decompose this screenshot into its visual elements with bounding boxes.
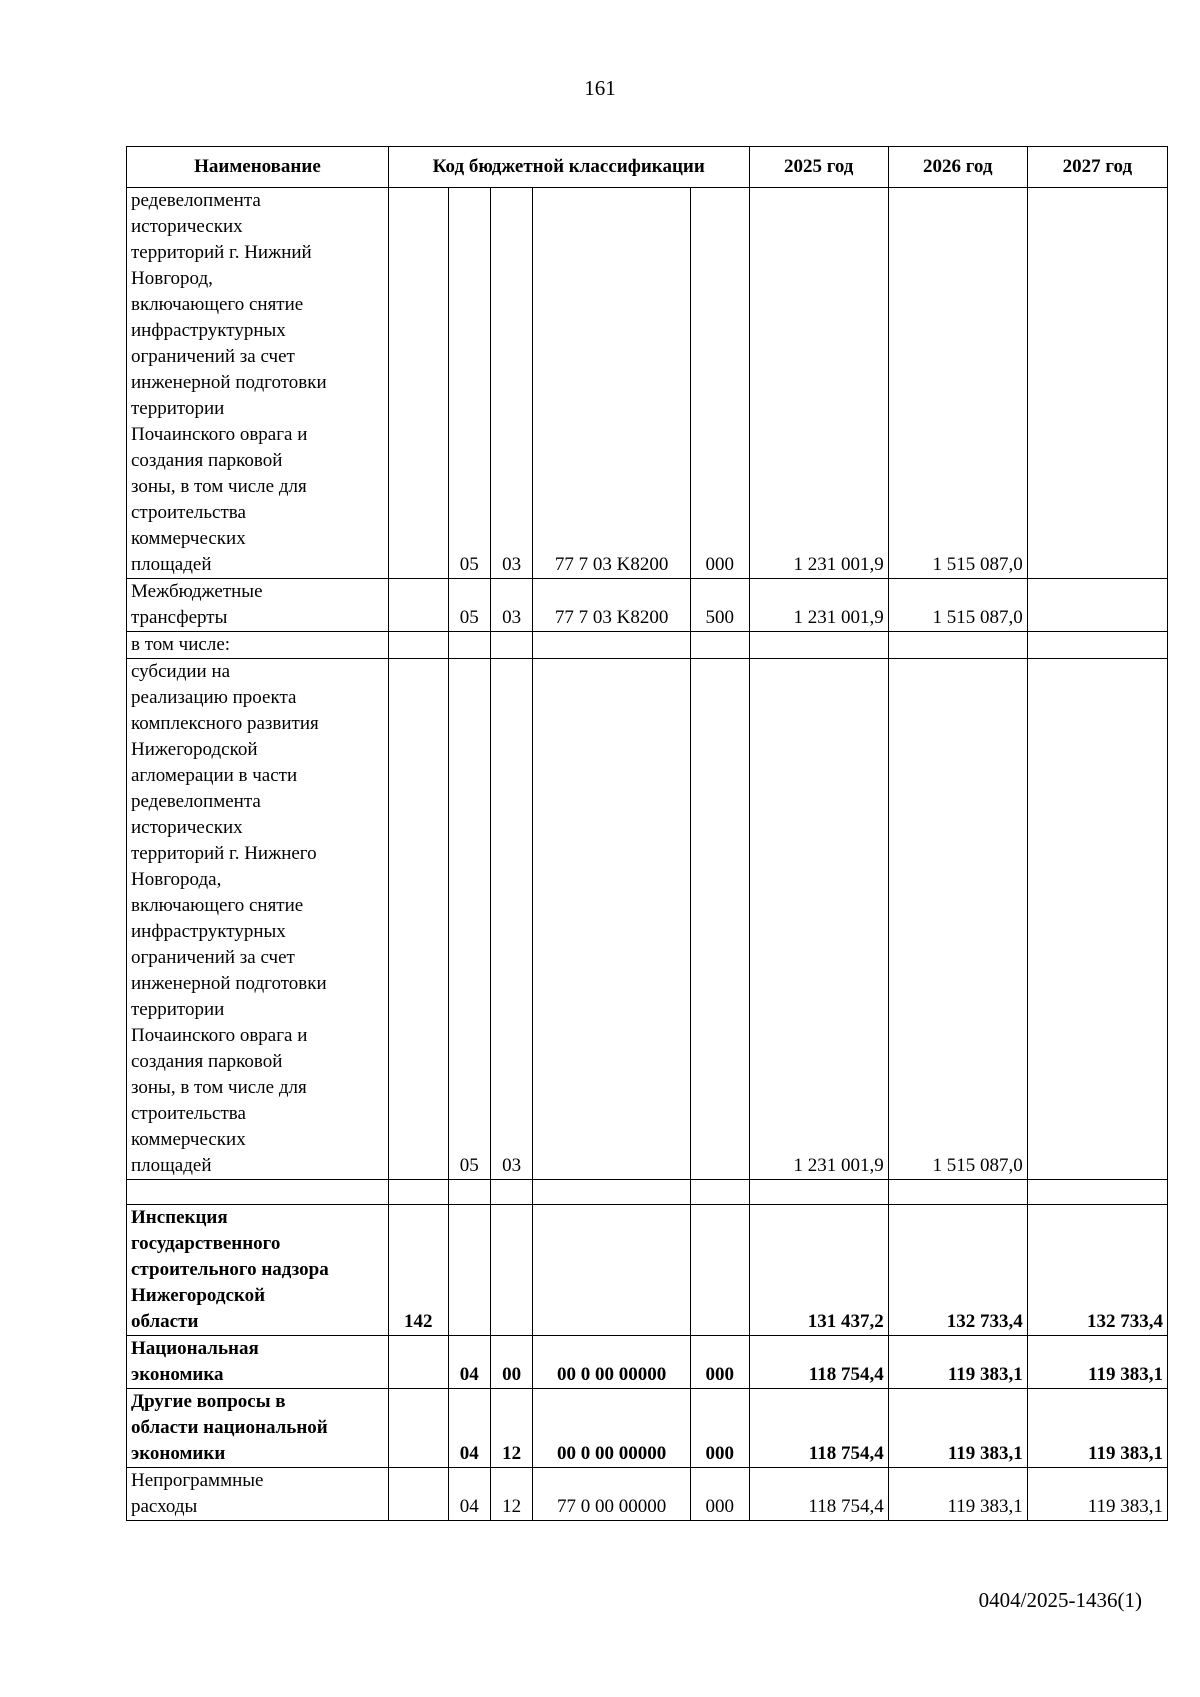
header-year-2027: 2027 год — [1027, 147, 1167, 188]
section-code: 05 — [448, 579, 490, 632]
amount-2025 — [749, 1180, 888, 1205]
row-name: Другие вопросы в области национальной экономики — [127, 1389, 389, 1468]
subsection-code: 00 — [490, 1336, 532, 1389]
amount-2027 — [1027, 659, 1167, 1180]
table-row — [127, 1205, 1168, 1336]
row-name — [127, 1180, 389, 1205]
subsection-code — [490, 1180, 532, 1205]
header-year-2026: 2026 год — [888, 147, 1027, 188]
table-header-row — [127, 147, 1168, 188]
table-row — [127, 659, 1168, 1180]
ministry-code — [388, 632, 448, 659]
amount-2026 — [888, 632, 1027, 659]
amount-2025: 118 754,4 — [749, 1336, 888, 1389]
row-name: Непрограммные расходы — [127, 1468, 389, 1521]
row-name: в том числе: — [127, 632, 389, 659]
target-article: 00 0 00 00000 — [533, 1389, 691, 1468]
row-name: Национальная экономика — [127, 1336, 389, 1389]
amount-2026: 132 733,4 — [888, 1205, 1027, 1336]
subsection-code: 12 — [490, 1389, 532, 1468]
row-name: субсидии на реализацию проекта комплексного развития Нижегородской агломерации в части редевелопмента исторических территорий г. Нижнего Новгорода, включающего снятие инфраструктурных ограничений за счет инженерной подготовки территории Почаинского оврага и создания парковой зоны, в том числе для строительства коммерческих площадей — [127, 659, 389, 1180]
ministry-code — [388, 1468, 448, 1521]
target-article: 77 7 03 K8200 — [533, 188, 691, 579]
table-body — [127, 188, 1168, 1521]
subsection-code — [490, 1205, 532, 1336]
expense-type — [690, 1205, 749, 1336]
amount-2025: 118 754,4 — [749, 1468, 888, 1521]
amount-2026 — [888, 1180, 1027, 1205]
ministry-code — [388, 579, 448, 632]
section-code: 05 — [448, 188, 490, 579]
section-code — [448, 632, 490, 659]
ministry-code — [388, 659, 448, 1180]
expense-type — [690, 632, 749, 659]
page-number: 161 — [584, 76, 616, 100]
amount-2027: 119 383,1 — [1027, 1389, 1167, 1468]
header-year-2025: 2025 год — [749, 147, 888, 188]
amount-2025 — [749, 632, 888, 659]
subsection-code: 03 — [490, 659, 532, 1180]
amount-2027 — [1027, 188, 1167, 579]
expense-type — [690, 1180, 749, 1205]
amount-2027 — [1027, 579, 1167, 632]
amount-2027: 119 383,1 — [1027, 1336, 1167, 1389]
expense-type: 000 — [690, 1468, 749, 1521]
amount-2027: 132 733,4 — [1027, 1205, 1167, 1336]
amount-2026: 1 515 087,0 — [888, 579, 1027, 632]
target-article — [533, 1180, 691, 1205]
subsection-code: 03 — [490, 188, 532, 579]
ministry-code — [388, 1389, 448, 1468]
ministry-code: 142 — [388, 1205, 448, 1336]
subsection-code: 03 — [490, 579, 532, 632]
section-code: 05 — [448, 659, 490, 1180]
section-code — [448, 1205, 490, 1336]
table-row — [127, 1389, 1168, 1468]
target-article — [533, 1205, 691, 1336]
section-code — [448, 1180, 490, 1205]
expense-type: 500 — [690, 579, 749, 632]
table-row — [127, 1336, 1168, 1389]
ministry-code — [388, 188, 448, 579]
target-article: 77 0 00 00000 — [533, 1468, 691, 1521]
table-row — [127, 1180, 1168, 1205]
section-code: 04 — [448, 1468, 490, 1521]
ministry-code — [388, 1180, 448, 1205]
document-number: 0404/2025-1436(1) — [978, 1588, 1142, 1612]
expense-type — [690, 659, 749, 1180]
target-article — [533, 632, 691, 659]
table-row — [127, 1468, 1168, 1521]
target-article: 77 7 03 K8200 — [533, 579, 691, 632]
amount-2027 — [1027, 632, 1167, 659]
amount-2025: 1 231 001,9 — [749, 579, 888, 632]
header-budget-code: Код бюджетной классификации — [388, 147, 749, 188]
amount-2027: 119 383,1 — [1027, 1468, 1167, 1521]
table-row — [127, 632, 1168, 659]
amount-2025: 118 754,4 — [749, 1389, 888, 1468]
amount-2026: 119 383,1 — [888, 1389, 1027, 1468]
amount-2025: 1 231 001,9 — [749, 659, 888, 1180]
target-article — [533, 659, 691, 1180]
section-code: 04 — [448, 1389, 490, 1468]
ministry-code — [388, 1336, 448, 1389]
row-name: Инспекция государственного строительного надзора Нижегородской области — [127, 1205, 389, 1336]
section-code: 04 — [448, 1336, 490, 1389]
row-name: Межбюджетные трансферты — [127, 579, 389, 632]
expense-type: 000 — [690, 1389, 749, 1468]
target-article: 00 0 00 00000 — [533, 1336, 691, 1389]
amount-2027 — [1027, 1180, 1167, 1205]
expense-type: 000 — [690, 188, 749, 579]
amount-2025: 1 231 001,9 — [749, 188, 888, 579]
budget-table — [126, 146, 1168, 1521]
amount-2026: 1 515 087,0 — [888, 188, 1027, 579]
subsection-code: 12 — [490, 1468, 532, 1521]
table-row — [127, 188, 1168, 579]
expense-type: 000 — [690, 1336, 749, 1389]
subsection-code — [490, 632, 532, 659]
row-name: редевелопмента исторических территорий г. Нижний Новгород, включающего снятие инфраструктурных ограничений за счет инженерной подготовки территории Почаинского оврага и создания парковой зоны, в том числе для строительства коммерческих площадей — [127, 188, 389, 579]
header-name: Наименование — [127, 147, 389, 188]
amount-2026: 1 515 087,0 — [888, 659, 1027, 1180]
amount-2026: 119 383,1 — [888, 1336, 1027, 1389]
table-row — [127, 579, 1168, 632]
amount-2026: 119 383,1 — [888, 1468, 1027, 1521]
amount-2025: 131 437,2 — [749, 1205, 888, 1336]
